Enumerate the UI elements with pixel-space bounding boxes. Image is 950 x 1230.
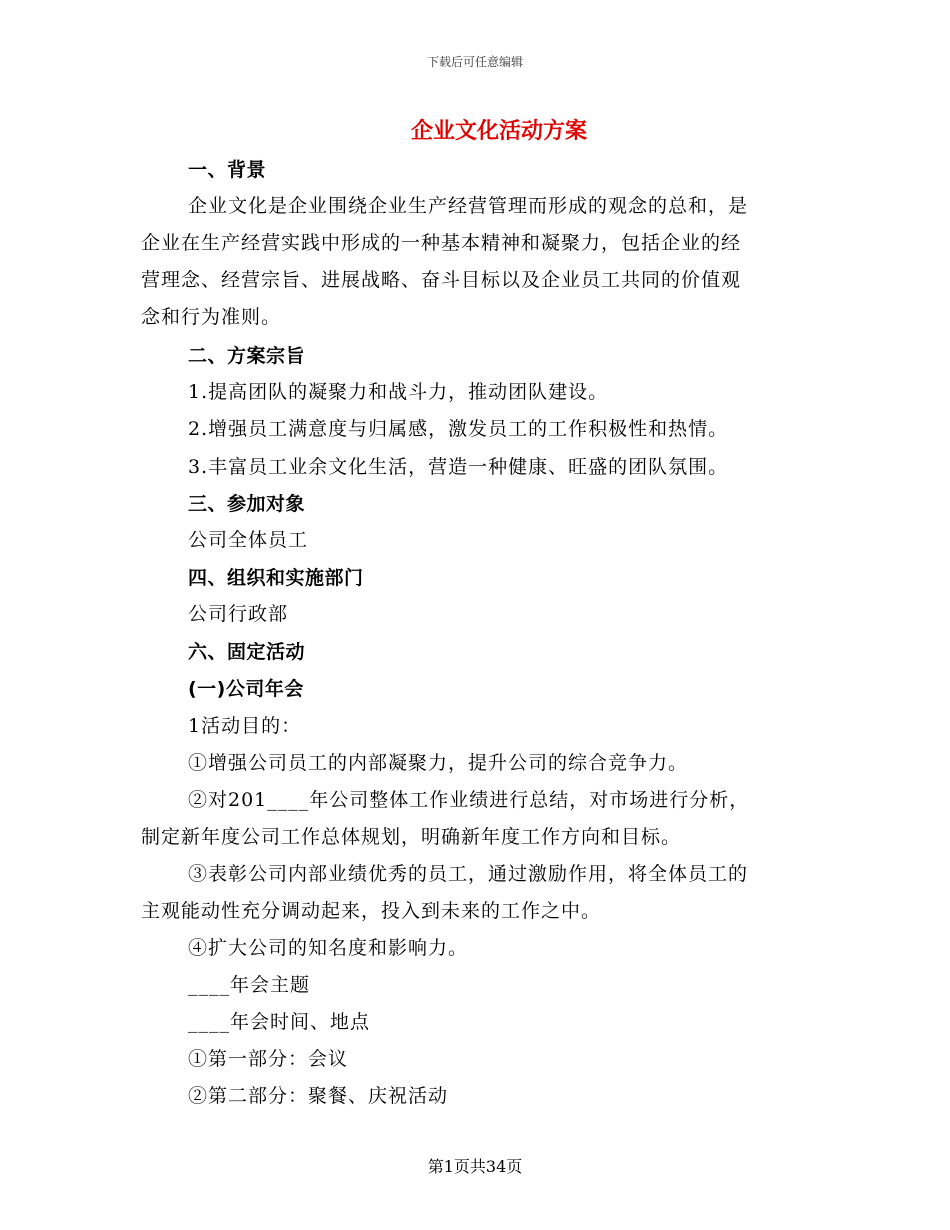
purpose-item: 1.提高团队的凝聚力和战斗力，推动团队建设。 — [188, 381, 609, 403]
participants-text: 公司全体员工 — [188, 529, 309, 551]
goal-item: 主观能动性充分调动起来，投入到未来的工作之中。 — [141, 900, 602, 922]
purpose-item: 2.增强员工满意度与归属感，激发员工的工作积极性和热情。 — [188, 418, 729, 440]
section-heading-background: 一、背景 — [188, 159, 267, 181]
annual-theme: ____年会主题 — [188, 974, 311, 996]
document-title: 企业文化活动方案 — [410, 119, 587, 144]
section-heading-fixed-activities: 六、固定活动 — [188, 641, 306, 663]
paragraph-line: 企业在生产经营实践中形成的一种基本精神和凝聚力，包括企业的经 — [141, 232, 742, 254]
paragraph-line: 念和行为准则。 — [141, 306, 282, 328]
goal-item: 制定新年度公司工作总体规划，明确新年度工作方向和目标。 — [141, 826, 682, 848]
goal-label: 1活动目的： — [188, 715, 302, 737]
section-heading-organizer: 四、组织和实施部门 — [188, 567, 364, 589]
annual-time-place: ____年会时间、地点 — [188, 1011, 371, 1033]
part-item: ①第一部分：会议 — [188, 1048, 349, 1070]
goal-item: ①增强公司员工的内部凝聚力，提升公司的综合竞争力。 — [188, 752, 689, 774]
section-heading-purpose: 二、方案宗旨 — [188, 345, 306, 367]
organizer-text: 公司行政部 — [188, 603, 289, 625]
part-item: ②第二部分：聚餐、庆祝活动 — [188, 1085, 449, 1107]
section-heading-participants: 三、参加对象 — [188, 493, 306, 515]
goal-item: ④扩大公司的知名度和影响力。 — [188, 937, 469, 959]
goal-item: ③表彰公司内部业绩优秀的员工，通过激励作用，将全体员工的 — [188, 863, 749, 885]
purpose-item: 3.丰富员工业余文化生活，营造一种健康、旺盛的团队氛围。 — [188, 456, 729, 478]
goal-item: ②对201____年公司整体工作业绩进行总结，对市场进行分析， — [188, 789, 750, 811]
subheading-annual-meeting: (一)公司年会 — [188, 678, 304, 700]
paragraph-line: 企业文化是企业围绕企业生产经营管理而形成的观念的总和，是 — [188, 195, 749, 217]
paragraph-line: 营理念、经营宗旨、进展战略、奋斗目标以及企业员工共同的价值观 — [141, 269, 742, 291]
page-footer: 第1页共34页 — [427, 1157, 523, 1176]
download-note: 下载后可任意编辑 — [426, 55, 523, 69]
